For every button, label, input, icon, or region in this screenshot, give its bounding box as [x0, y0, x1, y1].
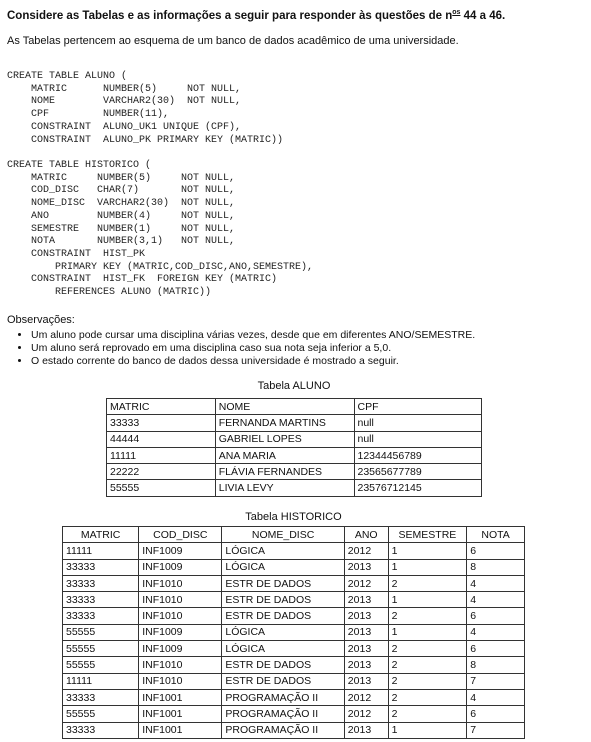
- table-row: [63, 559, 525, 575]
- table-cell: 12344456789: [354, 447, 482, 463]
- table-cell: INF1009: [139, 641, 222, 657]
- table-cell: 33333: [107, 415, 216, 431]
- table-cell: PROGRAMAÇÃO II: [222, 722, 344, 738]
- table-cell: INF1001: [139, 722, 222, 738]
- column-header: ANO: [344, 527, 388, 543]
- table-cell: INF1009: [139, 543, 222, 559]
- table-cell: null: [354, 431, 482, 447]
- table-cell: 2013: [344, 559, 388, 575]
- question-heading: [7, 9, 505, 22]
- table-cell: 2013: [344, 722, 388, 738]
- table-row: [63, 706, 525, 722]
- table-cell: 1: [388, 543, 467, 559]
- table-cell: FLÁVIA FERNANDES: [215, 464, 354, 480]
- table-cell: 11111: [63, 673, 139, 689]
- table-cell: 4: [467, 624, 525, 640]
- table-cell: INF1010: [139, 608, 222, 624]
- table-cell: 2013: [344, 641, 388, 657]
- table-cell: 55555: [107, 480, 216, 496]
- table-cell: 2013: [344, 592, 388, 608]
- table-cell: 33333: [63, 559, 139, 575]
- historico-table-caption: Tabela HISTORICO: [245, 511, 342, 523]
- observation-item: • O estado corrente do banco de dados dessa universidade é mostrado a seguir.: [31, 355, 475, 368]
- table-cell: 2012: [344, 575, 388, 591]
- table-cell: 2012: [344, 706, 388, 722]
- observations-list: [0, 329, 475, 368]
- table-cell: 6: [467, 608, 525, 624]
- table-cell: 55555: [63, 706, 139, 722]
- table-cell: ESTR DE DADOS: [222, 673, 344, 689]
- table-cell: 2: [388, 641, 467, 657]
- table-row: [63, 689, 525, 705]
- table-cell: 2: [388, 657, 467, 673]
- table-cell: 2: [388, 689, 467, 705]
- table-cell: 33333: [63, 689, 139, 705]
- table-cell: LÓGICA: [222, 624, 344, 640]
- table-cell: 6: [467, 641, 525, 657]
- create-table-historico-code: CREATE TABLE HISTORICO ( MATRIC NUMBER(5) NOT NULL, COD_DISC CHAR(7) NOT NULL, NOME_DISC VARCHAR2(30) NOT NULL, ANO NUMBER(4) NOT NULL, SEMESTRE NUMBER(1) NOT NULL, NOTA NUMBER(3,1) NOT NULL, CONSTRAINT HIST_PK PRIMARY KEY (MATRIC,COD_DISC,ANO,SEMESTRE), CONSTRAINT HIST_FK FOREIGN KEY (MATRIC) REFERENCES ALUNO (MATRIC)): [7, 160, 314, 299]
- table-cell: INF1009: [139, 624, 222, 640]
- column-header: MATRIC: [107, 399, 216, 415]
- table-cell: FERNANDA MARTINS: [215, 415, 354, 431]
- table-cell: ESTR DE DADOS: [222, 575, 344, 591]
- table-cell: 6: [467, 543, 525, 559]
- table-cell: ESTR DE DADOS: [222, 657, 344, 673]
- table-cell: 2: [388, 608, 467, 624]
- table-cell: 7: [467, 722, 525, 738]
- table-cell: 8: [467, 657, 525, 673]
- table-cell: INF1009: [139, 559, 222, 575]
- table-cell: 33333: [63, 575, 139, 591]
- table-cell: 6: [467, 706, 525, 722]
- column-header: CPF: [354, 399, 482, 415]
- aluno-table-caption: Tabela ALUNO: [257, 380, 331, 392]
- column-header: COD_DISC: [139, 527, 222, 543]
- table-cell: ESTR DE DADOS: [222, 608, 344, 624]
- table-header-row: [63, 527, 525, 543]
- table-cell: 1: [388, 592, 467, 608]
- table-cell: GABRIEL LOPES: [215, 431, 354, 447]
- table-cell: 33333: [63, 592, 139, 608]
- table-cell: 1: [388, 624, 467, 640]
- table-cell: INF1010: [139, 575, 222, 591]
- column-header: SEMESTRE: [388, 527, 467, 543]
- heading-range: 44 a 46.: [460, 9, 506, 22]
- table-cell: 23576712145: [354, 480, 482, 496]
- table-cell: 2013: [344, 673, 388, 689]
- table-row: [107, 480, 482, 496]
- table-row: [107, 431, 482, 447]
- table-row: [63, 543, 525, 559]
- heading-sup: os: [452, 9, 461, 16]
- table-cell: 2: [388, 706, 467, 722]
- table-row: [107, 464, 482, 480]
- table-cell: 55555: [63, 641, 139, 657]
- table-cell: 2012: [344, 689, 388, 705]
- column-header: NOTA: [467, 527, 525, 543]
- table-cell: ANA MARIA: [215, 447, 354, 463]
- table-cell: 2013: [344, 657, 388, 673]
- historico-table: [62, 526, 525, 739]
- observation-item: • Um aluno pode cursar uma disciplina várias vezes, desde que em diferentes ANO/SEMESTRE.: [31, 329, 475, 342]
- table-cell: 2013: [344, 608, 388, 624]
- table-cell: 2: [388, 673, 467, 689]
- table-cell: 4: [467, 575, 525, 591]
- table-cell: INF1010: [139, 673, 222, 689]
- table-row: [63, 624, 525, 640]
- table-cell: PROGRAMAÇÃO II: [222, 706, 344, 722]
- table-cell: 2013: [344, 624, 388, 640]
- create-table-aluno-code: CREATE TABLE ALUNO ( MATRIC NUMBER(5) NOT NULL, NOME VARCHAR2(30) NOT NULL, CPF NUMBER(11), CONSTRAINT ALUNO_UK1 UNIQUE (CPF), CONSTRAINT ALUNO_PK PRIMARY KEY (MATRIC)): [7, 71, 284, 146]
- table-cell: null: [354, 415, 482, 431]
- table-cell: 11111: [63, 543, 139, 559]
- column-header: NOME_DISC: [222, 527, 344, 543]
- table-cell: LÓGICA: [222, 543, 344, 559]
- table-cell: 55555: [63, 624, 139, 640]
- table-cell: 23565677789: [354, 464, 482, 480]
- table-cell: 1: [388, 722, 467, 738]
- aluno-table: [106, 398, 482, 497]
- table-cell: 44444: [107, 431, 216, 447]
- table-cell: INF1001: [139, 689, 222, 705]
- table-cell: 11111: [107, 447, 216, 463]
- table-cell: 4: [467, 592, 525, 608]
- table-cell: INF1010: [139, 592, 222, 608]
- table-row: [63, 575, 525, 591]
- table-cell: 33333: [63, 608, 139, 624]
- table-cell: INF1010: [139, 657, 222, 673]
- table-cell: PROGRAMAÇÃO II: [222, 689, 344, 705]
- table-header-row: [107, 399, 482, 415]
- intro-text: As Tabelas pertencem ao esquema de um banco de dados acadêmico de uma universidade.: [7, 35, 459, 47]
- table-row: [63, 722, 525, 738]
- table-cell: LÓGICA: [222, 559, 344, 575]
- table-cell: 22222: [107, 464, 216, 480]
- table-cell: INF1001: [139, 706, 222, 722]
- column-header: NOME: [215, 399, 354, 415]
- observation-item: • Um aluno será reprovado em uma disciplina caso sua nota seja inferior a 5,0.: [31, 342, 475, 355]
- table-row: [63, 608, 525, 624]
- table-row: [107, 415, 482, 431]
- table-row: [63, 673, 525, 689]
- table-row: [63, 641, 525, 657]
- table-row: [107, 447, 482, 463]
- table-cell: ESTR DE DADOS: [222, 592, 344, 608]
- table-cell: LIVIA LEVY: [215, 480, 354, 496]
- heading-text: Considere as Tabelas e as informações a seguir para responder às questões de n: [7, 9, 453, 22]
- table-cell: 55555: [63, 657, 139, 673]
- table-cell: LÓGICA: [222, 641, 344, 657]
- observations-title: Observações:: [7, 314, 75, 326]
- table-cell: 2012: [344, 543, 388, 559]
- column-header: MATRIC: [63, 527, 139, 543]
- table-row: [63, 657, 525, 673]
- table-cell: 4: [467, 689, 525, 705]
- table-cell: 7: [467, 673, 525, 689]
- table-cell: 33333: [63, 722, 139, 738]
- table-cell: 2: [388, 575, 467, 591]
- table-cell: 8: [467, 559, 525, 575]
- table-row: [63, 592, 525, 608]
- table-cell: 1: [388, 559, 467, 575]
